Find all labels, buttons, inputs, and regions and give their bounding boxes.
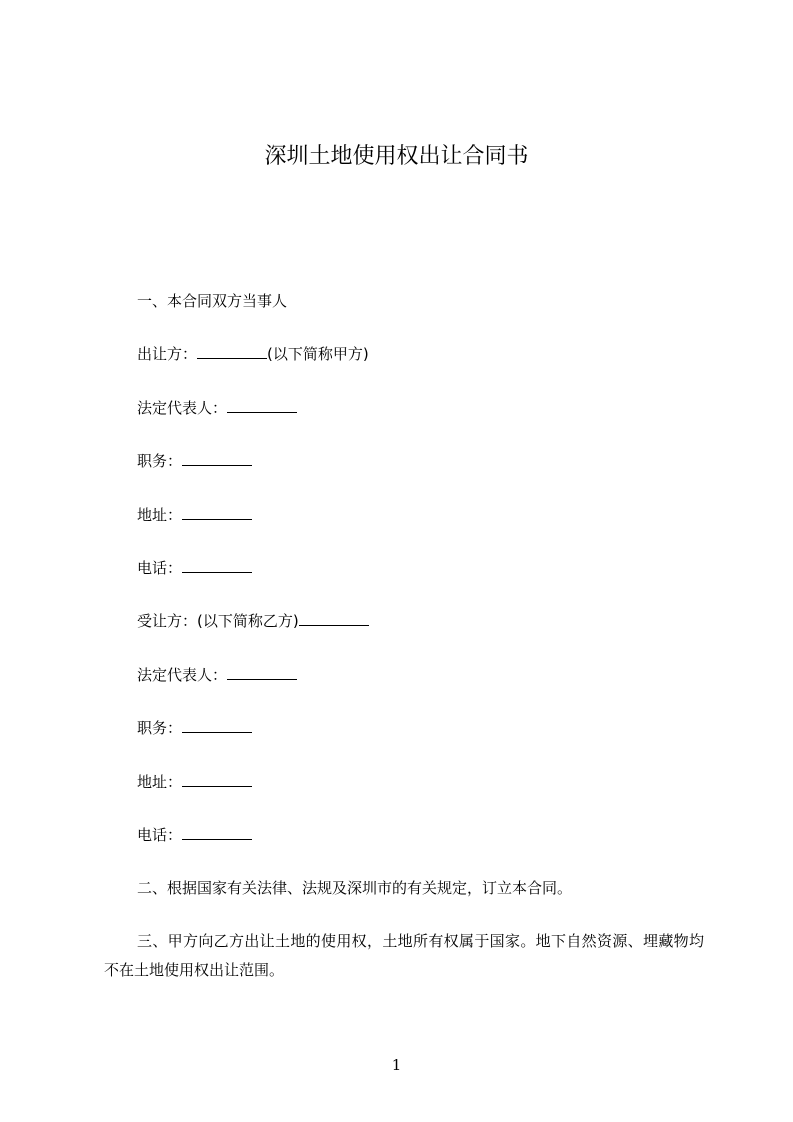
grantor-address-blank — [182, 504, 252, 520]
grantor-position-label: 职务： — [137, 452, 183, 470]
grantee-rep-label: 法定代表人： — [137, 666, 228, 684]
grantor-phone-blank — [182, 557, 252, 573]
section-3-paragraph: 三、甲方向乙方出让土地的使用权，土地所有权属于国家。地下自然资源、埋藏物均不在土地使用权出让范围。 — [104, 932, 704, 979]
grantor-phone-label: 电话： — [137, 559, 183, 577]
grantee-position-blank — [182, 717, 252, 733]
document-title: 深圳土地使用权出让合同书 — [264, 144, 529, 169]
grantor-position-blank — [182, 450, 252, 466]
grantee-label: 受让方：(以下简称乙方) — [137, 612, 299, 630]
section-2-paragraph: 二、根据国家有关法律、法规及深圳市的有关规定，订立本合同。 — [137, 879, 573, 897]
grantor-rep-label: 法定代表人： — [137, 399, 228, 417]
section-1-heading: 一、本合同双方当事人 — [137, 292, 288, 310]
grantee-rep-blank — [227, 664, 297, 680]
grantor-phone-line — [137, 557, 252, 579]
grantor-address-line — [137, 504, 252, 526]
grantee-position-label: 职务： — [137, 719, 183, 737]
grantee-line — [137, 610, 369, 632]
grantee-phone-blank — [182, 824, 252, 840]
grantor-rep-blank — [227, 397, 297, 413]
grantee-address-blank — [182, 771, 252, 787]
grantee-phone-line — [137, 824, 252, 846]
grantee-position-line — [137, 717, 252, 739]
grantor-address-label: 地址： — [137, 506, 183, 524]
grantee-address-line — [137, 771, 252, 793]
grantee-phone-label: 电话： — [137, 826, 183, 844]
grantee-blank — [299, 610, 369, 626]
grantor-position-line — [137, 450, 252, 472]
grantor-blank — [197, 343, 267, 359]
grantor-line — [137, 343, 369, 365]
grantee-rep-line — [137, 664, 297, 686]
grantee-address-label: 地址： — [137, 773, 183, 791]
grantor-label: 出让方： — [137, 345, 198, 363]
grantor-suffix: (以下简称甲方) — [267, 345, 369, 363]
page-number: 1 — [391, 1056, 402, 1074]
grantor-rep-line — [137, 397, 297, 419]
